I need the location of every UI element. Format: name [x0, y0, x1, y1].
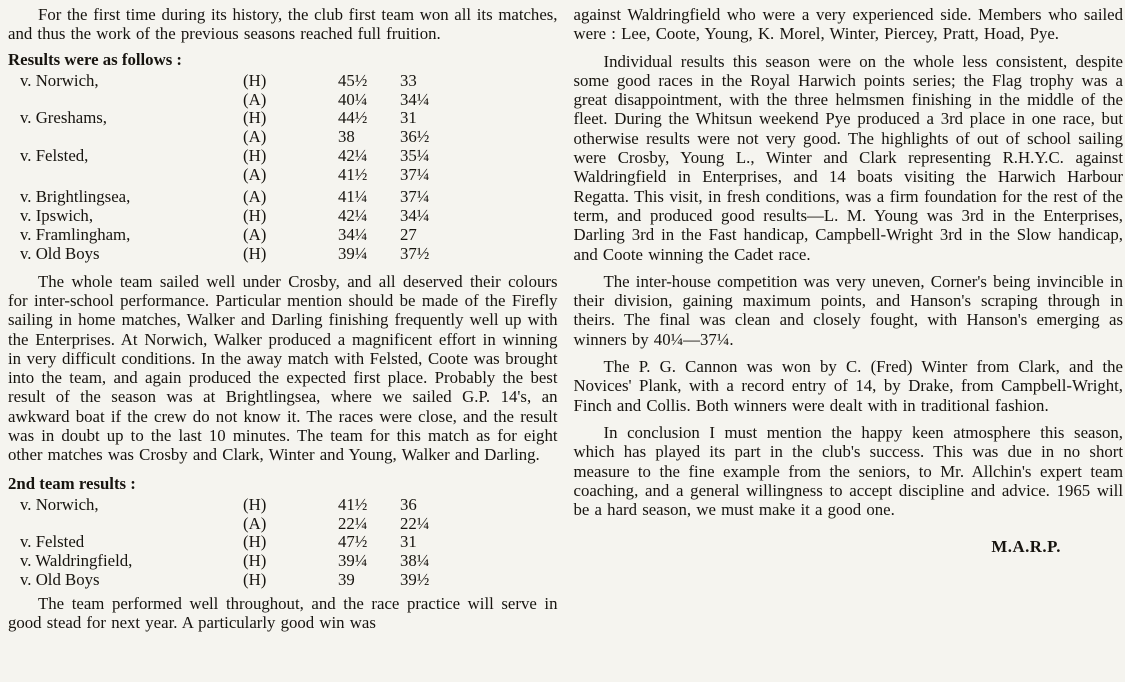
- result-score-against: 35¼: [400, 146, 430, 166]
- continuation-paragraph: against Waldringfield who were a very experienced side. Members who sailed were : Lee, Coote, Young, K. Morel, Winter, Piercey, Pratt, Hoad, Pye.: [573, 5, 1123, 44]
- result-venue: (A): [243, 165, 267, 185]
- result-venue: (H): [243, 551, 267, 571]
- result-opponent: v. Framlingham,: [20, 224, 131, 244]
- result-venue: (H): [243, 243, 267, 263]
- result-opponent: v. Norwich,: [20, 494, 99, 514]
- result-row: [20, 188, 558, 207]
- result-score-for: 39¼: [338, 243, 368, 263]
- result-opponent: v. Old Boys: [20, 570, 100, 590]
- first-team-report-paragraph: The whole team sailed well under Crosby, and all deserved their colours for inter-school performance. Particular mention should be made of the Firefly sailing in home matches, Walker and Darling finishing frequently well up with the Enterprises. At Norwich, Walker produced a magnificent effort in winning in very difficult conditions. In the away match with Felsted, Coote was brought into the team, and again produced the expected first place. Probably the best result of the season was at Brightlingsea, where we sailed G.P. 14's, an awkward boat if the crew do not know it. The races were close, and the result was in doubt up to the last 10 minutes. The team for this match as for eight other matches was Crosby and Clark, Winter and Young, Walker and Darling.: [8, 271, 558, 465]
- result-row: [20, 72, 558, 91]
- result-score-against: 31: [400, 532, 417, 552]
- result-venue: (A): [243, 127, 267, 147]
- result-score-for: 42¼: [338, 205, 368, 225]
- result-row: [20, 515, 558, 534]
- result-venue: (H): [243, 570, 267, 590]
- result-row: [20, 496, 558, 515]
- result-venue: (H): [243, 205, 267, 225]
- result-score-for: 47½: [338, 532, 368, 552]
- result-row: [20, 207, 558, 226]
- result-score-against: 36½: [400, 127, 430, 147]
- result-row: [20, 91, 558, 110]
- result-score-for: 22¼: [338, 513, 368, 533]
- result-opponent: [20, 91, 238, 110]
- result-venue: (A): [243, 187, 267, 207]
- result-row: [20, 128, 558, 147]
- result-row: [20, 109, 558, 128]
- result-score-against: 37¼: [400, 187, 430, 207]
- result-opponent: [20, 128, 238, 147]
- right-column: [574, 5, 1124, 682]
- result-opponent: v. Waldringfield,: [20, 551, 133, 571]
- result-venue: (H): [243, 70, 267, 90]
- result-venue: (H): [243, 494, 267, 514]
- result-score-against: 39½: [400, 570, 430, 590]
- result-opponent: v. Greshams,: [20, 108, 107, 128]
- result-venue: (A): [243, 89, 267, 109]
- author-initials: M.A.R.P.: [991, 537, 1061, 557]
- result-opponent: v. Brightlingsea,: [20, 187, 131, 207]
- result-venue: (H): [243, 532, 267, 552]
- result-score-against: 37¼: [400, 165, 430, 185]
- result-venue: (A): [243, 224, 267, 244]
- result-opponent: v. Norwich,: [20, 70, 99, 90]
- result-score-for: 42¼: [338, 146, 368, 166]
- intro-paragraph: For the first time during its history, the club first team won all its matches, and thus the work of the previous seasons reached full fruition.: [8, 5, 558, 44]
- result-score-against: 38¼: [400, 551, 430, 571]
- result-row: [20, 226, 558, 245]
- first-team-results-heading: Results were as follows :: [8, 49, 183, 69]
- result-row: [20, 533, 558, 552]
- inter-house-paragraph: The inter-house competition was very uneven, Corner's being invincible in their division, gaining maximum points, and Hanson's scraping through in theirs. The final was clean and closely fought, with Hanson's emerging as winners by 40¼—37¼.: [573, 271, 1123, 349]
- result-score-for: 38: [338, 127, 355, 147]
- result-score-against: 36: [400, 494, 417, 514]
- result-opponent: v. Felsted: [20, 532, 85, 552]
- result-opponent: v. Ipswich,: [20, 205, 94, 225]
- result-row: [20, 245, 558, 264]
- result-opponent: [20, 515, 238, 534]
- first-team-results-table: [20, 72, 558, 264]
- result-score-against: 34¼: [400, 205, 430, 225]
- result-opponent: [20, 166, 238, 185]
- second-team-results-table: [20, 496, 558, 591]
- result-opponent: v. Felsted,: [20, 146, 89, 166]
- result-venue: (H): [243, 108, 267, 128]
- result-score-against: 31: [400, 108, 417, 128]
- second-team-closing-paragraph: The team performed well throughout, and the race practice will serve in good stead for next year. A particularly good win was: [8, 594, 558, 633]
- result-score-for: 34¼: [338, 224, 368, 244]
- result-score-against: 22¼: [400, 513, 430, 533]
- result-score-against: 27: [400, 224, 417, 244]
- result-opponent: v. Old Boys: [20, 243, 100, 263]
- result-score-for: 39¼: [338, 551, 368, 571]
- result-score-for: 45½: [338, 70, 368, 90]
- result-score-against: 33: [400, 70, 417, 90]
- result-score-for: 41½: [338, 165, 368, 185]
- pg-cannon-paragraph: The P. G. Cannon was won by C. (Fred) Winter from Clark, and the Novices' Plank, with a record entry of 14, by Drake, from Campbell-Wright, Finch and Collis. Both winners were dealt with in traditional fashion.: [573, 357, 1123, 415]
- result-score-against: 34¼: [400, 89, 430, 109]
- result-score-for: 44½: [338, 108, 368, 128]
- result-venue: (H): [243, 146, 267, 166]
- result-score-for: 41½: [338, 494, 368, 514]
- result-row: [20, 571, 558, 590]
- individual-results-paragraph: Individual results this season were on the whole less consistent, despite some good races in the Royal Harwich points series; the Flag trophy was a great disappointment, with the three helmsmen finishing in the middle of the fleet. During the Whitsun weekend Pye produced a 3rd place in one race, but otherwise results were not very good. The highlights of out of school sailing were Crosby, Young L., Winter and Clark representing R.H.Y.C. against Waldringfield in Enterprises, and 14 boats visiting the Harwich Harbour Regatta. This visit, in fresh conditions, was a firm foundation for the rest of the term, and produced good results—L. M. Young was 3rd in the Enterprises, Darling 3rd in the Fast handicap, Campbell-Wright 3rd in the Slow handicap, and Coote winning the Cadet race.: [573, 51, 1123, 264]
- result-score-for: 41¼: [338, 187, 368, 207]
- result-score-for: 40¼: [338, 89, 368, 109]
- conclusion-paragraph: In conclusion I must mention the happy keen atmosphere this season, which has played its part in the club's success. This was due in no short measure to the fine example from the seniors, to Mr. Allchin's expert team coaching, and a general willingness to accept discipline and advice. 1965 will be a hard season, we must make it a good one.: [573, 422, 1123, 520]
- result-score-against: 37½: [400, 243, 430, 263]
- left-column: [8, 5, 558, 682]
- result-row: [20, 552, 558, 571]
- result-score-for: 39: [338, 570, 355, 590]
- result-row: [20, 166, 558, 185]
- second-team-results-heading: 2nd team results :: [8, 473, 136, 493]
- result-row: [20, 147, 558, 166]
- result-venue: (A): [243, 513, 267, 533]
